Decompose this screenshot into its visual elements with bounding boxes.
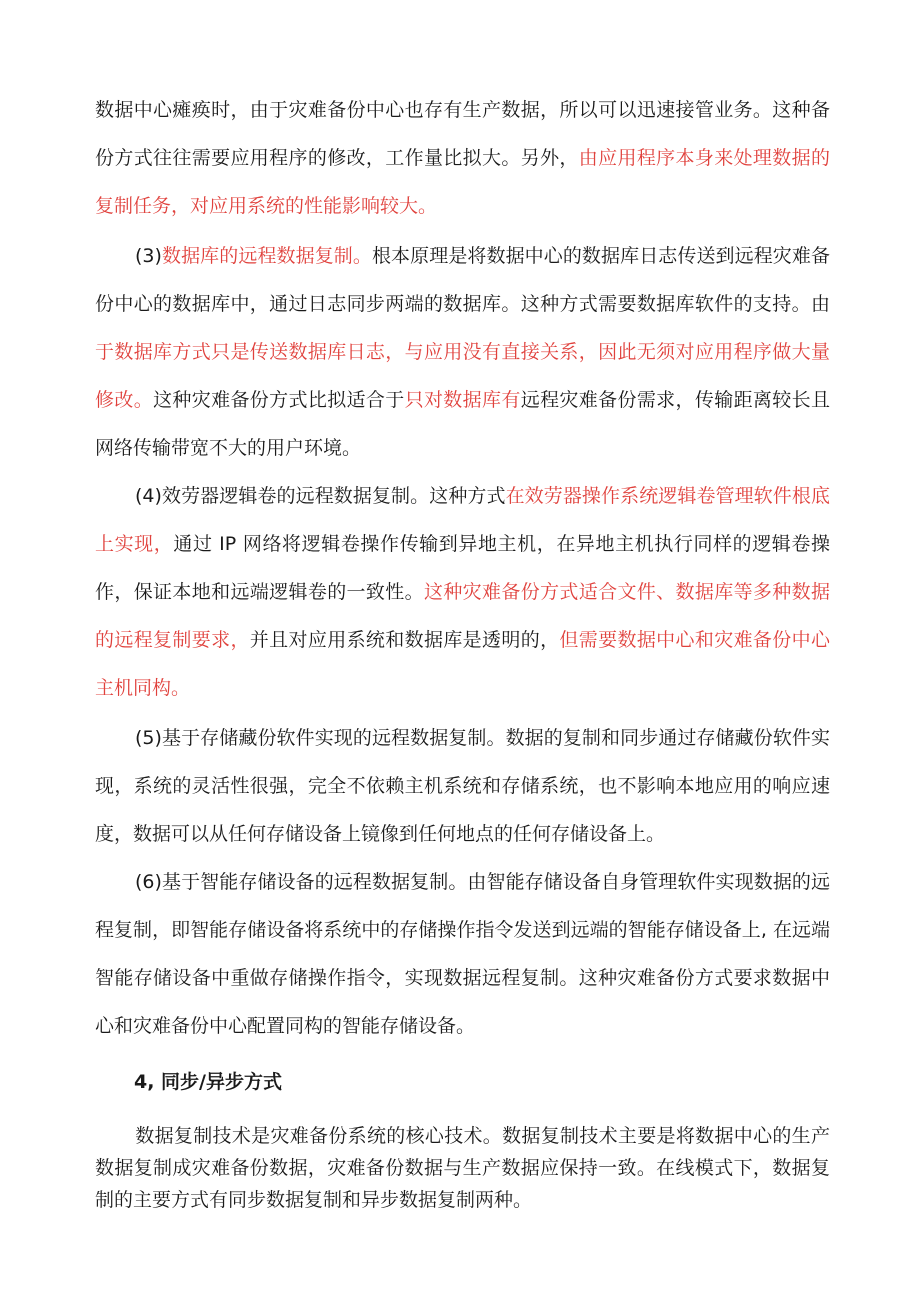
body-text: (6)基于智能存储设备的远程数据复制。由智能存储设备自身管理软件实现数据的远程复制，即智能存储设备将系统中的存储操作指令发送到远端的智能存储设备上, 在远端智能存储设备中重做存储操作指令，实现数据远程复制。这种灾难备份方式要求数据中心和灾难备份中心配置同构的智能存储设备。 <box>95 871 830 1037</box>
body-text: (5)基于存储藏份软件实现的远程数据复制。数据的复制和同步通过存储藏份软件实现，系统的灵活性很强，完全不依赖主机系统和存储系统，也不影响本地应用的响应速度，数据可以从任何存储设备上镜像到任何地点的任何存储设备上。 <box>95 727 830 845</box>
paragraph-continued <box>95 86 830 230</box>
body-text: (4)效劳器逻辑卷的远程数据复制。这种方式 <box>135 485 506 507</box>
paragraph-item-4 <box>95 472 830 712</box>
highlighted-text: 于数据库方式只是传送数据库日志，与应用没有直接关系，因此无须对应用程序做大量修改。 <box>95 341 830 411</box>
body-text: 并且对应用系统和数据库是透明的， <box>249 629 560 651</box>
highlighted-text: 数据库的远程数据复制。 <box>161 245 372 267</box>
paragraph-item-3 <box>95 232 830 472</box>
highlighted-text: 只对数据库有 <box>404 389 521 411</box>
highlighted-text: 但需要数据中心和灾难备份中心主机同构。 <box>95 629 830 699</box>
paragraph-item-6 <box>95 858 830 1050</box>
body-text: (3) <box>135 245 162 267</box>
body-text: 远程灾难备份需求，传输距离较长且网络传输带宽不大的用户环境。 <box>95 389 830 459</box>
paragraph-closing <box>95 1120 830 1216</box>
paragraph-item-5 <box>95 714 830 858</box>
section-heading: 4, 同步/异步方式 <box>134 1071 282 1093</box>
highlighted-text: 这种灾难备份方式适合文件、数据库等多种数据的远程复制要求， <box>95 581 830 651</box>
highlighted-text: 在效劳器操作系统逻辑卷管理软件根底上实现， <box>95 485 830 555</box>
body-text: 根本原理是将数据中心的数据库日志传送到远程灾难备份中心的数据库中，通过日志同步两端的数据库。这种方式需要数据库软件的支持。由 <box>95 245 830 315</box>
highlighted-text: 由应用程序本身来处理数据的复制任务，对应用系统的性能影响较大。 <box>95 147 830 217</box>
closing-text: 数据复制技术是灾难备份系统的核心技术。数据复制技术主要是将数据中心的生产数据复制成灾难备份数据，灾难备份数据与生产数据应保持一致。在线模式下，数据复制的主要方式有同步数据复制和异步数据复制两种。 <box>95 1125 830 1211</box>
body-text: 这种灾难备份方式比拟适合于 <box>153 389 405 411</box>
body-text: 通过 IP 网络将逻辑卷操作传输到异地主机，在异地主机执行同样的逻辑卷操作，保证本地和远端逻辑卷的一致性。 <box>95 533 830 603</box>
body-text: 数据中心瘫痪时，由于灾难备份中心也存有生产数据，所以可以迅速接管业务。这种备份方式往往需要应用程序的修改，工作量比拟大。另外， <box>95 99 830 169</box>
